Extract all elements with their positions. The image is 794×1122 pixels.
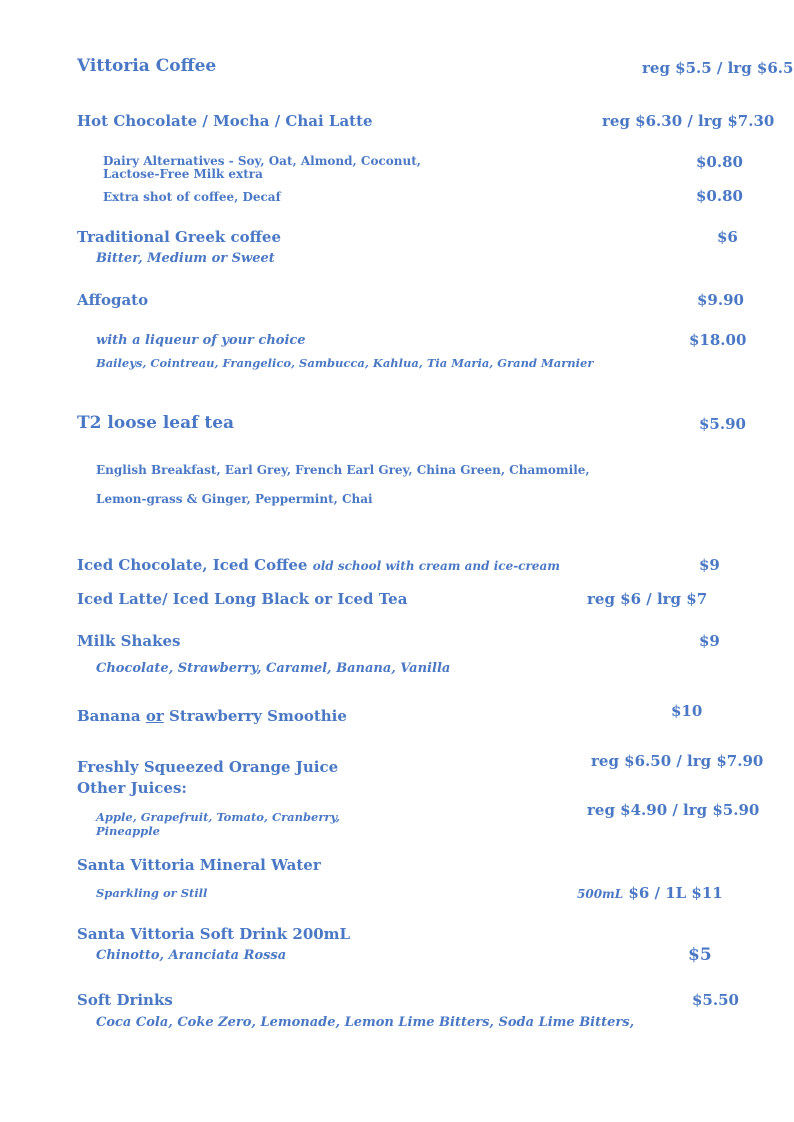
other-juices-list	[96, 811, 340, 839]
extra-shot-label: Extra shot of coffee, Decaf	[103, 190, 281, 204]
affogato-title: Affogato	[77, 291, 149, 309]
mineral-water-size: 500mL	[577, 887, 624, 901]
mineral-water-title: Santa Vittoria Mineral Water	[77, 856, 321, 874]
dairy-alternatives-line1: Dairy Alternatives - Soy, Oat, Almond, Coconut,	[103, 154, 421, 168]
soft-drink-200-desc: Chinotto, Aranciata Rossa	[96, 948, 287, 963]
smoothie-strawberry: Strawberry Smoothie	[169, 707, 347, 725]
greek-coffee-desc: Bitter, Medium or Sweet	[96, 251, 275, 266]
orange-juice-price: reg $6.50 / lrg $7.90	[591, 752, 764, 770]
iced-latte-title: Iced Latte/ Iced Long Black or Iced Tea	[77, 590, 408, 608]
extra-shot-price: $0.80	[696, 187, 743, 205]
t2-tea-list-line1: English Breakfast, Earl Grey, French Earl Grey, China Green, Chamomile,	[96, 463, 590, 477]
smoothie-price: $10	[671, 702, 703, 720]
affogato-price: $9.90	[697, 291, 744, 309]
t2-tea-list-line2: Lemon-grass & Ginger, Peppermint, Chai	[96, 492, 373, 506]
milk-shakes-title: Milk Shakes	[77, 632, 181, 650]
mineral-water-price	[577, 885, 723, 902]
t2-tea-price: $5.90	[699, 415, 746, 433]
other-juices-title: Other Juices:	[77, 779, 187, 797]
liqueur-list: Baileys, Cointreau, Frangelico, Sambucca, Kahlua, Tia Maria, Grand Marnier	[96, 356, 594, 370]
mineral-water-desc: Sparkling or Still	[96, 886, 208, 900]
iced-chocolate-name: Iced Chocolate, Iced Coffee	[77, 556, 308, 574]
mineral-water-price-text: $6 / 1L $11	[628, 884, 723, 902]
iced-chocolate-price: $9	[699, 556, 720, 574]
dairy-alternatives-line2: Lactose-Free Milk extra	[103, 166, 263, 181]
iced-chocolate-note: old school with cream and ice-cream	[312, 559, 560, 573]
orange-juice-title: Freshly Squeezed Orange Juice	[77, 758, 339, 776]
other-juices-line2: Pineapple	[96, 823, 160, 838]
iced-chocolate-title	[77, 557, 560, 574]
soft-drink-200-price: $5	[688, 945, 712, 965]
other-juices-line1: Apple, Grapefruit, Tomato, Cranberry,	[96, 810, 341, 824]
dairy-alternatives-price: $0.80	[696, 153, 743, 171]
soft-drinks-list: Coca Cola, Coke Zero, Lemonade, Lemon Lime Bitters, Soda Lime Bitters,	[96, 1015, 635, 1030]
smoothie-banana: Banana	[77, 707, 141, 725]
soft-drinks-title: Soft Drinks	[77, 991, 173, 1009]
milk-shakes-flavours: Chocolate, Strawberry, Caramel, Banana, Vanilla	[96, 661, 451, 676]
greek-coffee-price: $6	[717, 228, 738, 246]
liqueur-label: with a liqueur of your choice	[96, 333, 306, 348]
vittoria-coffee-price: reg $5.5 / lrg $6.5	[642, 59, 794, 77]
vittoria-coffee-title: Vittoria Coffee	[77, 56, 217, 76]
soft-drink-200-title: Santa Vittoria Soft Drink 200mL	[77, 925, 351, 943]
smoothie-title	[77, 708, 347, 725]
hot-chocolate-price: reg $6.30 / lrg $7.30	[602, 112, 775, 130]
other-juices-price: reg $4.90 / lrg $5.90	[587, 801, 760, 819]
dairy-alternatives-label	[103, 155, 421, 180]
soft-drinks-price: $5.50	[692, 991, 739, 1009]
greek-coffee-title: Traditional Greek coffee	[77, 228, 282, 246]
iced-latte-price: reg $6 / lrg $7	[587, 590, 708, 608]
liqueur-price: $18.00	[689, 331, 747, 349]
t2-tea-title: T2 loose leaf tea	[77, 413, 235, 433]
smoothie-or: or	[145, 707, 164, 725]
hot-chocolate-title: Hot Chocolate / Mocha / Chai Latte	[77, 112, 373, 130]
milk-shakes-price: $9	[699, 632, 720, 650]
